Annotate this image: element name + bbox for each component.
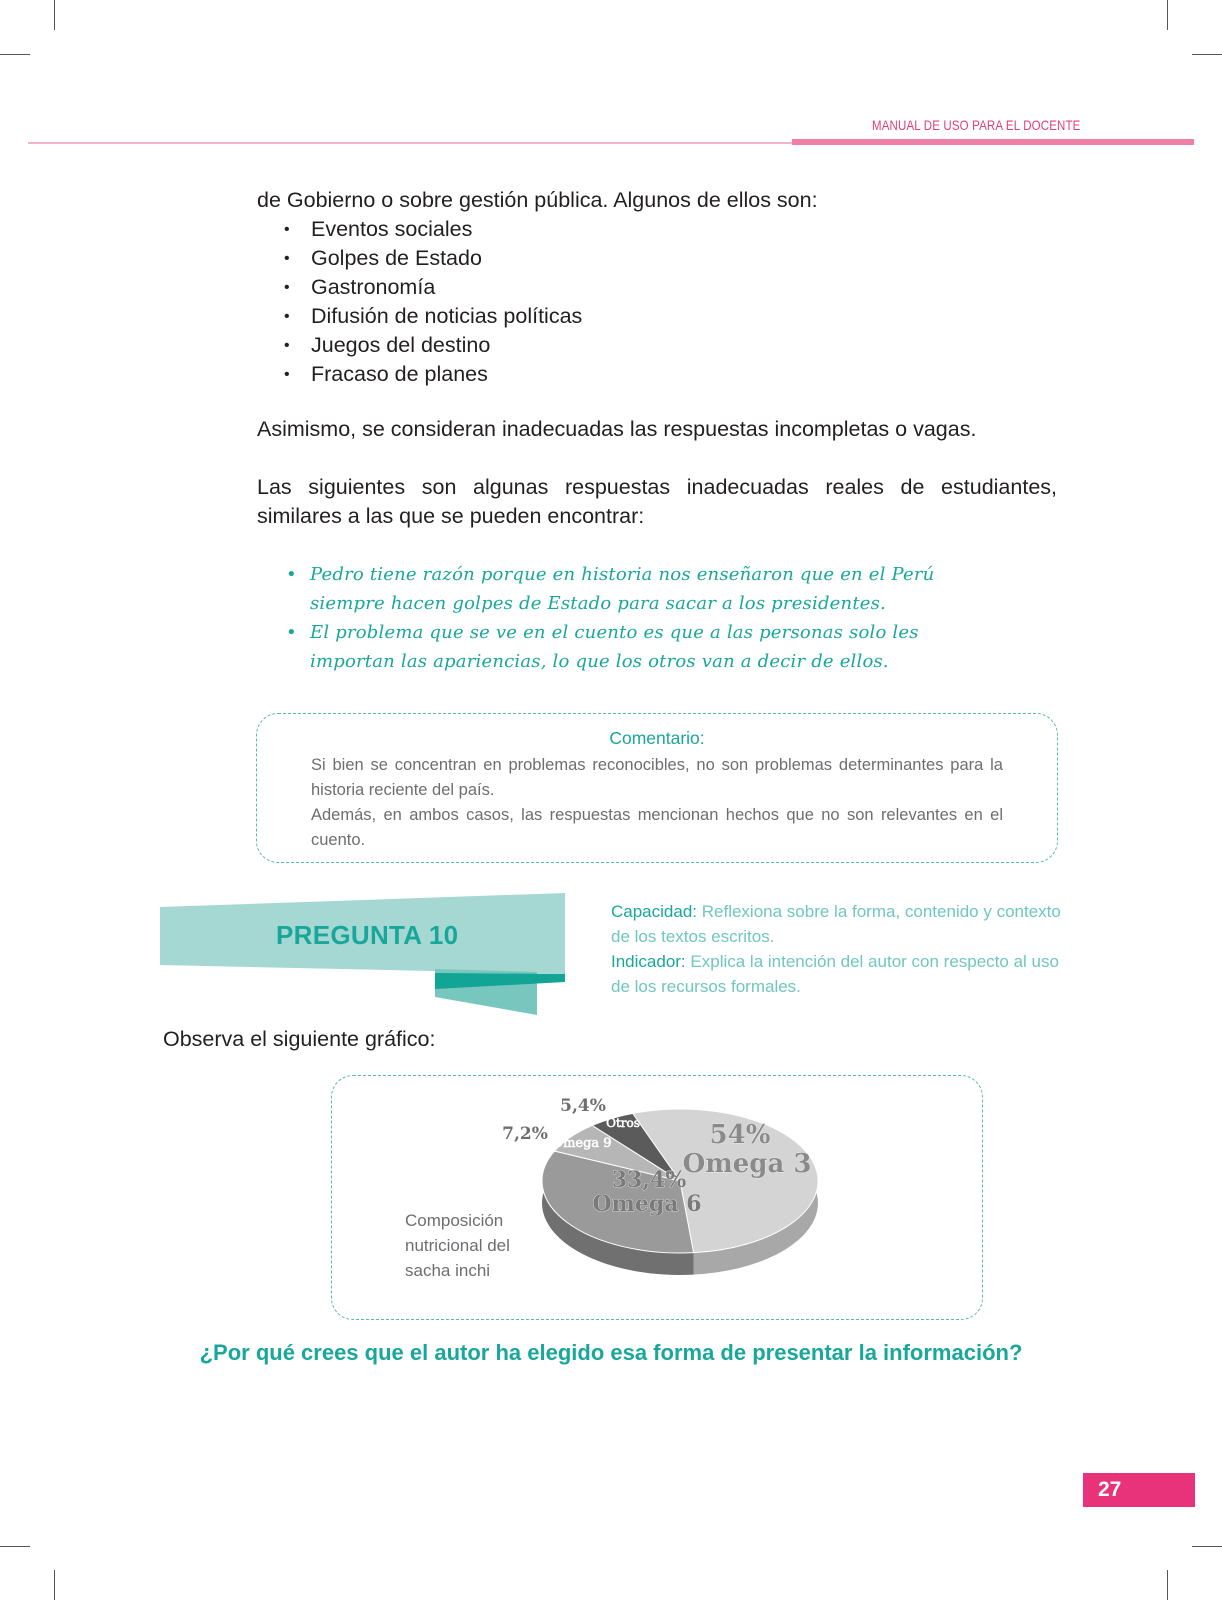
- crop-mark: [1192, 1546, 1222, 1547]
- comment-body: [311, 753, 1003, 853]
- student-answer: • Pedro tiene razón porque en historia nos enseñaron que en el Perú siempre hacen golpes de Estado para sacar a los presidentes.: [286, 560, 1006, 618]
- observa-text: Observa el siguiente gráfico:: [163, 1027, 436, 1051]
- data-label-omega3-value: 54%: [709, 1120, 771, 1150]
- list-item: • Fracaso de planes: [282, 360, 582, 389]
- list-item: • Difusión de noticias políticas: [282, 302, 582, 331]
- data-label-otros: Otros: [606, 1116, 640, 1130]
- crop-mark: [54, 0, 55, 30]
- list-item: • Juegos del destino: [282, 331, 582, 360]
- capacidad-label: Capacidad:: [611, 902, 698, 921]
- data-label-omega9-value: 7,2%: [502, 1124, 548, 1144]
- comment-line: Además, en ambos casos, las respuestas mencionan hechos que no son relevantes en el cuento.: [311, 806, 1003, 849]
- criteria-list: [282, 215, 582, 389]
- data-label-omega6: Omega 6: [592, 1191, 702, 1217]
- chart-caption: Composición nutricional del sacha inchi: [405, 1211, 510, 1280]
- student-answer: • El problema que se ve en el cuento es que a las personas solo les importan las apariencias, lo que los otros van a decir de ellos.: [286, 618, 1006, 676]
- comment-line: Si bien se concentran en problemas reconocibles, no son problemas determinantes para la historia reciente del país.: [311, 756, 1003, 799]
- comment-title: Comentario:: [609, 728, 705, 748]
- question-text: ¿Por qué crees que el autor ha elegido esa forma de presentar la información?: [199, 1340, 1023, 1365]
- question-number: PREGUNTA 10: [276, 920, 459, 950]
- question-banner: [160, 893, 565, 1018]
- intro-text: de Gobierno o sobre gestión pública. Algunos de ellos son:: [257, 188, 818, 212]
- indicador-text: Explica la intención del autor con respecto al uso de los recursos formales.: [611, 952, 1059, 996]
- crop-mark: [1167, 1570, 1168, 1600]
- list-item: • Eventos sociales: [282, 215, 582, 244]
- capacity-indicator: [611, 899, 1063, 999]
- crop-mark: [54, 1570, 55, 1600]
- page-number: 27: [1098, 1478, 1122, 1501]
- indicador-label: Indicador:: [611, 952, 686, 971]
- paragraph: Asimismo, se consideran inadecuadas las respuestas incompletas o vagas.: [257, 417, 977, 441]
- header-accent-bar: [792, 139, 1194, 145]
- crop-mark: [1167, 0, 1168, 30]
- student-answers-list: [286, 560, 1006, 676]
- crop-mark: [1192, 54, 1222, 55]
- paragraph: Las siguientes son algunas respuestas inadecuadas reales de estudiantes, similares a las que se pueden encontrar:: [257, 475, 1057, 528]
- list-item: • Golpes de Estado: [282, 244, 582, 273]
- data-label-omega3: Omega 3: [682, 1149, 812, 1179]
- data-label-omega6-value: 33,4%: [611, 1167, 687, 1193]
- capacidad-text: Reflexiona sobre la forma, contenido y contexto de los textos escritos.: [611, 902, 1061, 946]
- list-item: • Gastronomía: [282, 273, 582, 302]
- crop-mark: [0, 54, 30, 55]
- data-label-otros-value: 5,4%: [560, 1096, 606, 1116]
- data-label-omega9: Omega 9: [552, 1136, 612, 1151]
- running-header: MANUAL DE USO PARA EL DOCENTE: [872, 117, 1081, 133]
- crop-mark: [0, 1546, 30, 1547]
